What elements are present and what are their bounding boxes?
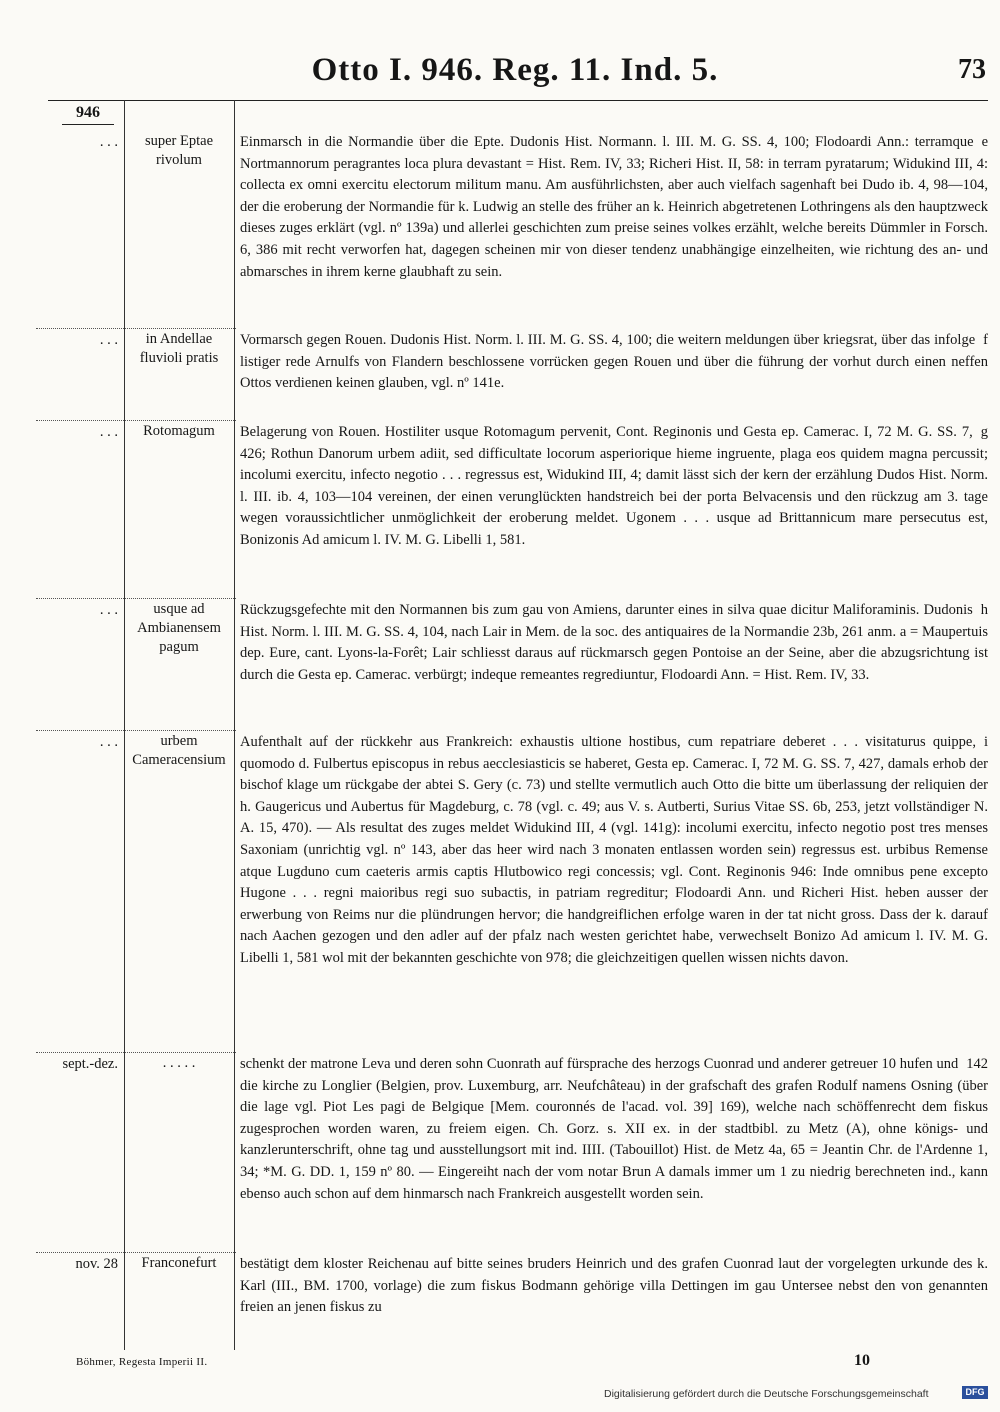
column-divider-date (124, 100, 125, 1350)
entry-letter: f (983, 332, 988, 348)
dfg-logo-icon: DFG (962, 1386, 988, 1399)
page-title: Otto I. 946. Reg. 11. Ind. 5. (311, 52, 719, 88)
footer-signature: 10 (854, 1352, 870, 1369)
entry-place: in Andellae fluvioli pratis (139, 331, 219, 366)
entry-place: Rotomagum (143, 423, 215, 439)
entry-letter: 142 (966, 1056, 988, 1072)
page-number: 73 (958, 54, 986, 85)
entry-date: nov. 28 (75, 1256, 118, 1272)
entry-text (240, 1254, 988, 1319)
entry-place: Franconefurt (141, 1255, 217, 1271)
entry-place: super Eptae rivolum (144, 133, 214, 168)
entry-date: . . . (99, 734, 118, 750)
entry-body: Belagerung von Rouen. Hostiliter usque Rotomagum pervenit, Cont. Reginonis und Gesta ep. Camerac. I, 72 M. G. SS. 7, 426; Rothun Danorum urbem adiit, sed difficultate locorum asperiorique hieme ingruente, plaga eos quidem magna percussit; incolumi exercitu, infecto negotio . . . regressus est, Widukind III, 4; damit lässt sich der kern der erzählung Dudos Hist. Norm. l. III. ib. 4, 103—104 vereinen, der einen verunglückten handstreich bei der porta Belvacensis und den rückzug am 3. tage wegen voraussichtlicher unmöglichkeit der eroberung meldet. Ugonem . . . usque ad Brittannicum mare persecutus est, Bonizonis Ad amicum l. IV. M. G. Libelli 1, 581. (240, 424, 988, 548)
entry-divider (36, 328, 236, 329)
entry-place: usque ad Ambianensem pagum (137, 601, 221, 655)
entry-divider (36, 1052, 236, 1053)
entry-body: Aufenthalt auf der rückkehr aus Frankreich: exhaustis ultione hostibus, cum repatriare deberet . . . visitaturus quippe, quomodo d. Fulbertus episcopus in rebus aecclesiasticis se haberet, Gesta ep. Camerac. I, 72 M. G. SS. 7, 427, damals erhob der bischof klage um rückgabe der abtei S. Gery (c. 73) und stellte vermutlich auch Otto die bitte um überlassung der reliquien der h. Gaugericus und Aubertus für Magdeburg, c. 78 (vgl. c. 49; aus V. s. Autberti, Surius Vitae SS. 6b, 253, jetzt vollständiger N. A. 15, 470). — Als resultat des zuges meldet Widukind III, 4 (vgl. 141g): incolumi exercitu, infecto negotio post tres menses Saxoniam (unrichtig vgl. nº 143, aber das heer wird nach 3 monaten entlassen worden sein) regressus est. urbibus Remense atque Lugduno cum caeteris armis captis Hlutbowico regi concessis; vgl. Cont. Reginonis 946: Inde omnibus pene excepto Hugone . . . regni maioribus regi suo subactis, in patriam regreditur; Flodoardi Ann. und Richeri Hist. heben ausser der erwerbung von Reims nur die plündrungen hervor; die handgreiflichen erfolge waren in der tat nicht gross. Dass der k. darauf nach Aachen gezogen und den adler auf der pfalz nach westen gerichtet habe, verwechselt Bonizo Ad amicum l. IV. M. G. Libelli 1, 581 wol mit der bekannten geschichte von 978; die gleichzeitigen quellen wissen nichts davon. (240, 734, 988, 966)
entry-date: sept.-dez. (62, 1056, 118, 1072)
entry-date: . . . (99, 602, 118, 618)
entry-place: urbem Cameracensium (132, 733, 226, 768)
entry-place: . . . . . (162, 1055, 196, 1071)
entry-divider (36, 730, 236, 731)
entry-letter: i (983, 734, 988, 750)
entry-divider (36, 598, 236, 599)
entry-body: Rückzugsgefechte mit den Normannen bis zum gau von Amiens, darunter eines in silva quae dicitur Maliforaminis. Dudonis Hist. Norm. l. III. M. G. SS. 4, 104, nach Lair in Mem. de la soc. des antiquaires de la Normandie 23b, 261 anm. a = Maupertuis dep. Eure, cant. Lyons-la-Forêt; Lair schliesst daraus auf rückmarsch gegen Pontoise an der Seine, aber die abzugsrichtung ist durch die Gesta ep. Camerac. verbürgt; indeque remeantes regrediuntur, Flodoardi Ann. = Hist. Rem. IV, 33. (240, 602, 988, 683)
entry-divider (36, 1252, 236, 1253)
entry-body: Vormarsch gegen Rouen. Dudonis Hist. Norm. l. III. M. G. SS. 4, 100; die weitern meldungen über kriegsrat, über das infolge listiger rede Arnulfs von Flandern beschlossene vorrücken gegen Rouen und über die führung der vorhut durch einen neffen Ottos verdienen keinen glauben, vgl. nº 141e. (240, 332, 988, 392)
funding-note: Digitalisierung gefördert durch die Deutsche Forschungsgemeinschaft (604, 1388, 929, 1400)
entry-date: . . . (99, 424, 118, 440)
entry-divider (36, 420, 236, 421)
entry-letter: h (980, 602, 988, 618)
entry-body: schenkt der matrone Leva und deren sohn Cuonrath auf fürsprache des herzogs Cuonrad und anderer getreuer 10 hufen und die kirche zu Longlier (Belgien, prov. Luxemburg, arr. Neufchâteau) in der grafschaft des grafen Rodulf namens Osning (über die lage vgl. Piot Les pagi de Belgique [Mem. couronnés de l'acad. vol. 39] 169), welche nach schöffenrecht dem fiskus zugesprochen worden waren, zu freiem eigen. Ch. Gorz. s. XII ex. in der stadtbibl. zu Metz (A), ohne königs- und kanzlerunterschrift, ohne tag und ausstellungsort mit ind. IIII. (Tabouillot) Hist. de Metz 4a, 65 = Jeantin Chr. de l'Ardenne 1, 34; *M. G. DD. 1, 159 nº 80. — Eingereiht nach der vom notar Brun A damals immer um 1 zu niedrig berechneten ind., kann ebenso auch schon auf dem hinmarsch nach Frankreich ausgestellt worden sein. (240, 1056, 988, 1202)
entry-text (240, 330, 988, 395)
entry-body: Einmarsch in die Normandie über die Epte. Dudonis Hist. Normann. l. III. M. G. SS. 4, 100; Flodoardi Ann.: terramque Nortmannorum peragrantes loca plura devastant = Hist. Rem. IV, 33; Richeri Hist. II, 58: in terram pyratarum; Widukind III, 4: collecta ex omni exercitu electorum militum manu. Am ausführlichsten, aber auch vielfach sagenhaft bei Dudo ib. 4, 98—104, der die eroberung der Normandie für k. Ludwig an stelle des früher an k. Heinrich abgetretenen Lothringens als den hauptzweck dieses zuges erklärt (vgl. nº 139a) und allerlei geschichten zum preise seines volkes erzählt, welche bereits Dümmler in Forsch. 6, 386 mit recht verworfen hat, dagegen scheinen mir von dieser tendenz unabhängige einzelheiten, wie richtung des an- und abmarsches in ihrem kerne glaubhaft zu sein. (240, 134, 988, 280)
entry-text (240, 600, 988, 686)
entry-text (240, 422, 988, 552)
footer-source: Böhmer, Regesta Imperii II. (76, 1356, 208, 1368)
year-heading: 946 (62, 104, 114, 125)
entry-date: . . . (99, 332, 118, 348)
entry-text (240, 1054, 988, 1205)
header-rule (48, 100, 988, 101)
entry-date: . . . (99, 134, 118, 150)
entry-text (240, 132, 988, 283)
entry-letter: g (980, 424, 988, 440)
column-divider-place (234, 100, 235, 1350)
entry-body: bestätigt dem kloster Reichenau auf bitte seines bruders Heinrich und des grafen Cuonrad laut der vorgelegten urkunde des k. Karl (III., BM. 1700, vorlage) die zum fiskus Bodmann gehörige villa Dettingen im gau Untersee nebst den von genannten freien an jenen fiskus zu (240, 1256, 988, 1316)
entry-text (240, 732, 988, 970)
page-header (40, 52, 990, 96)
entry-letter: e (981, 134, 988, 150)
